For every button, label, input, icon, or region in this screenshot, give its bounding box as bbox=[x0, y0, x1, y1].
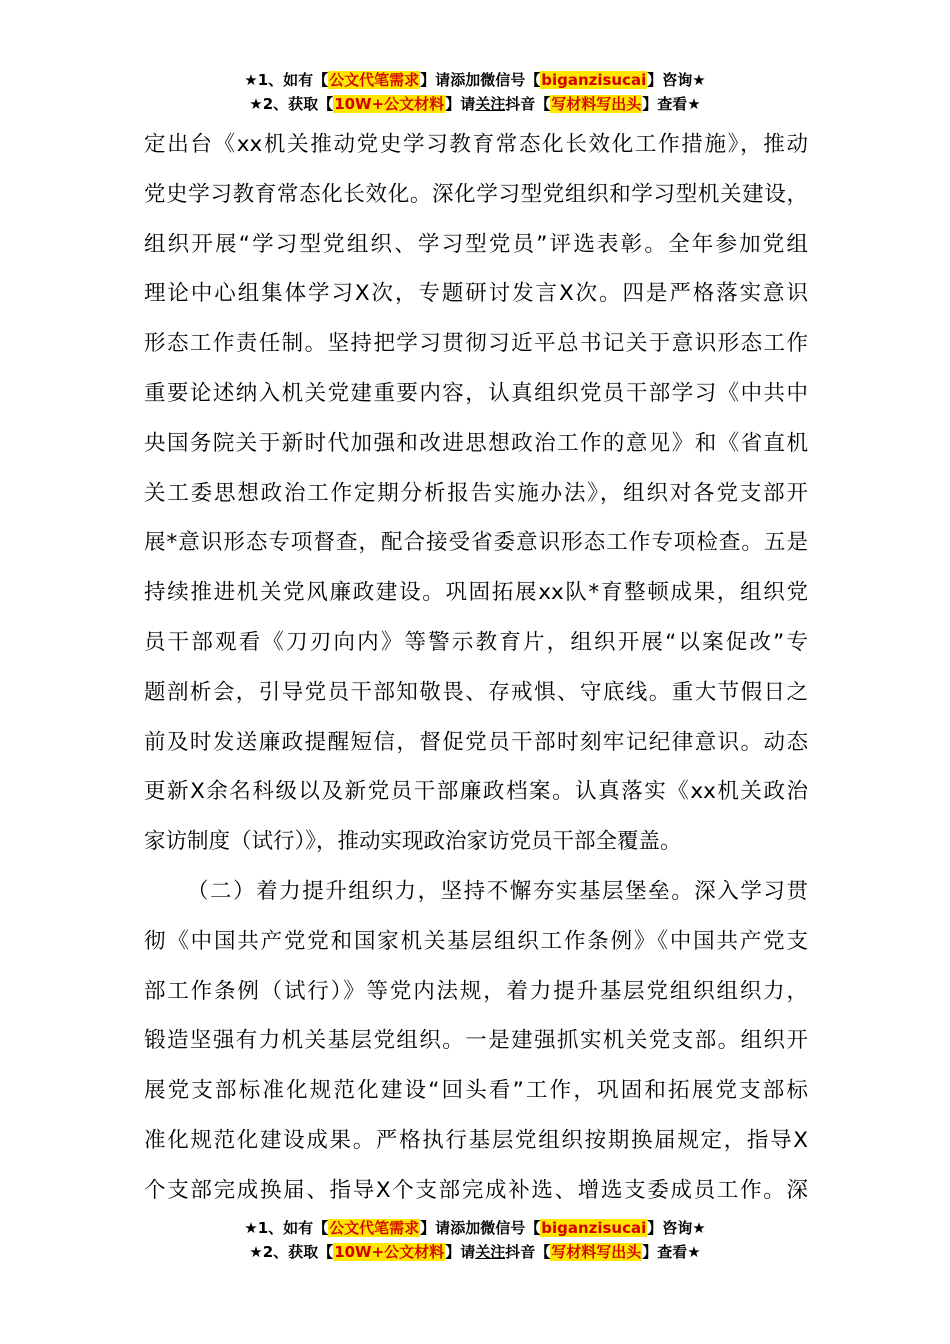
text-line: 个支部完成换届、指导X个支部完成补选、增选支委成员工作。深 bbox=[144, 1177, 808, 1203]
document-body bbox=[144, 120, 808, 1216]
banner-text: 】查看★ bbox=[642, 1243, 701, 1261]
text-line: 形态工作责任制。坚持把学习贯彻习近平总书记关于意识形态工作 bbox=[144, 331, 808, 357]
text-line: 家访制度（试行）》，推动实现政治家访党员干部全覆盖。 bbox=[144, 829, 682, 855]
text-line: 员干部观看《刀刃向内》等警示教育片，组织开展“以案促改”专 bbox=[144, 629, 808, 655]
highlight-wechat-id: biganzisucai bbox=[541, 71, 647, 89]
text-line: （二）着力提升组织力，坚持不懈夯实基层堡垒。深入学习贯 bbox=[187, 878, 808, 904]
banner-emphasis: 添加 bbox=[450, 1219, 481, 1237]
banner-text: 】咨询★ bbox=[647, 1219, 706, 1237]
highlight-douyin-account: 写材料写出头 bbox=[551, 1243, 642, 1261]
text-line: 理论中心组集体学习X次，专题研讨发言X次。四是严格落实意识 bbox=[144, 281, 808, 307]
text-line: 关工委思想政治工作定期分析报告实施办法》，组织对各党支部开 bbox=[144, 480, 808, 506]
banner-text: ★1、如有【 bbox=[244, 1219, 329, 1237]
banner-text: 抖音【 bbox=[505, 95, 551, 113]
banner-text: 微信号【 bbox=[480, 1219, 541, 1237]
banner-text: ★1、如有【 bbox=[244, 71, 329, 89]
header-banner bbox=[0, 68, 950, 116]
banner-emphasis: 添加 bbox=[450, 71, 481, 89]
text-line: 展党支部标准化规范化建设“回头看”工作，巩固和拓展党支部标 bbox=[144, 1078, 808, 1104]
highlight-materials: 10W+公文材料 bbox=[334, 1243, 445, 1261]
text-line: 部工作条例（试行）》等党内法规，着力提升基层党组织组织力， bbox=[144, 978, 808, 1004]
banner-line-2 bbox=[0, 1240, 950, 1264]
banner-text: 】请 bbox=[445, 95, 476, 113]
banner-line-1 bbox=[0, 68, 950, 92]
highlight-service: 公文代笔需求 bbox=[329, 71, 420, 89]
banner-text: 抖音【 bbox=[505, 1243, 551, 1261]
banner-text: 】查看★ bbox=[642, 95, 701, 113]
text-line: 锻造坚强有力机关基层党组织。一是建强抓实机关党支部。组织开 bbox=[144, 1028, 808, 1054]
highlight-wechat-id: biganzisucai bbox=[541, 1219, 647, 1237]
text-line: 央国务院关于新时代加强和改进思想政治工作的意见》和《省直机 bbox=[144, 430, 808, 456]
text-line: 题剖析会，引导党员干部知敬畏、存戒惧、守底线。重大节假日之 bbox=[144, 679, 808, 705]
text-line: 准化规范化建设成果。严格执行基层党组织按期换届规定，指导X bbox=[144, 1127, 808, 1153]
highlight-materials: 10W+公文材料 bbox=[334, 95, 445, 113]
banner-text: 】咨询★ bbox=[647, 71, 706, 89]
banner-text: 】请 bbox=[420, 71, 451, 89]
text-line: 更新X余名科级以及新党员干部廉政档案。认真落实《xx机关政治 bbox=[144, 779, 808, 805]
text-line: 重要论述纳入机关党建重要内容，认真组织党员干部学习《中共中 bbox=[144, 380, 808, 406]
banner-text: 】请 bbox=[420, 1219, 451, 1237]
text-line: 彻《中国共产党党和国家机关基层组织工作条例》《中国共产党支 bbox=[144, 928, 808, 954]
banner-text: ★2、获取【 bbox=[249, 95, 334, 113]
banner-line-2 bbox=[0, 92, 950, 116]
text-line: 组织开展“学习型党组织、学习型党员”评选表彰。全年参加党组 bbox=[144, 231, 808, 257]
text-line: 前及时发送廉政提醒短信，督促党员干部时刻牢记纪律意识。动态 bbox=[144, 729, 808, 755]
highlight-service: 公文代笔需求 bbox=[329, 1219, 420, 1237]
banner-emphasis: 关注 bbox=[475, 95, 506, 113]
banner-text: ★2、获取【 bbox=[249, 1243, 334, 1261]
banner-text: 】请 bbox=[445, 1243, 476, 1261]
text-line: 党史学习教育常态化长效化。深化学习型党组织和学习型机关建设， bbox=[144, 181, 808, 207]
paragraph-2 bbox=[144, 867, 808, 1216]
text-line: 持续推进机关党风廉政建设。巩固拓展xx队*育整顿成果，组织党 bbox=[144, 580, 808, 606]
banner-text: 微信号【 bbox=[480, 71, 541, 89]
paragraph-1 bbox=[144, 120, 808, 867]
footer-banner bbox=[0, 1216, 950, 1264]
text-line: 定出台《xx机关推动党史学习教育常态化长效化工作措施》，推动 bbox=[144, 132, 808, 157]
banner-line-1 bbox=[0, 1216, 950, 1240]
text-line: 展*意识形态专项督查，配合接受省委意识形态工作专项检查。五是 bbox=[144, 530, 808, 556]
highlight-douyin-account: 写材料写出头 bbox=[551, 95, 642, 113]
banner-emphasis: 关注 bbox=[475, 1243, 506, 1261]
